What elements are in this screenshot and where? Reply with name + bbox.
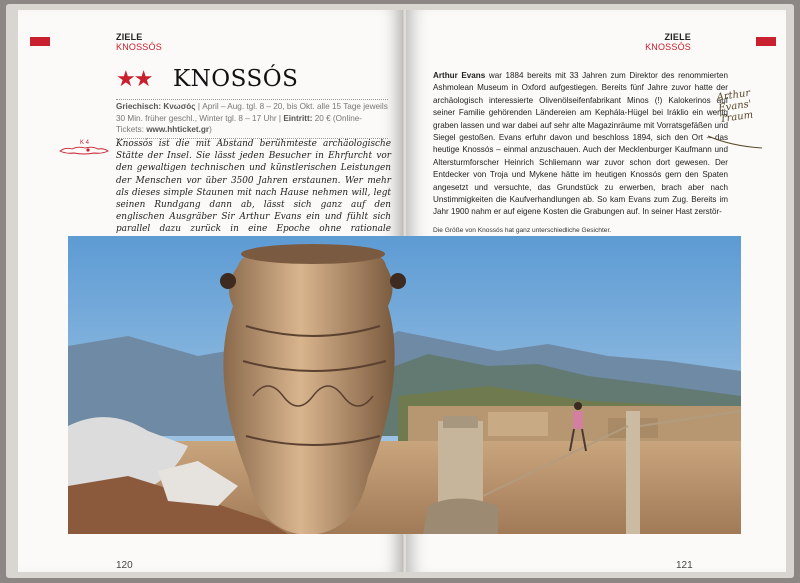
website-link[interactable]: www.hhticket.gr [146, 125, 210, 135]
running-header [645, 32, 691, 52]
page-number: 121 [676, 560, 693, 571]
greek-name: Griechisch: Κνωσός [116, 102, 196, 111]
info-close: ) [209, 125, 212, 135]
photo-caption: Die Größe von Knossós hat ganz unterschiedliche Gesichter. [433, 227, 612, 234]
section-label: ZIELE [116, 32, 143, 42]
entry-label: Eintritt: [283, 113, 313, 123]
map-reference-icon [58, 138, 110, 158]
section-marker [30, 37, 50, 46]
rating-stars: ★★ [116, 66, 152, 91]
section-marker [756, 37, 776, 46]
underline-stroke [706, 132, 766, 150]
info-box [116, 99, 388, 139]
body-paragraph: Arthur Evans war 1884 bereits mit 33 Jahren zum Direktor des renommierten Ashmolean Museum in Oxford aufgestiegen. Bereits fünf Jahre zuvor hatte der archäologisch interessierte Olivenölseifenfabrikant Minos (!) Kalokerinos auf seiner Familie gehörenden Ländereien am Kephála-Hügel bei Iráklio ein wenig graben lassen und war dabei auf sehr alte Magazinräume mit Vorratsgefäßen und Siegel gestoßen. Evans erfuhr davon und beschloss 1894, sich den Ort – das heutige Knossós – einmal anzuschauen. Auch der Mecklenburger Kaufmann und Altersturmforscher Heinrich Schliemann war zuvor schon dort gewesen. Der Entdecker von Troja und Mykene hätte im heutigen Knossós gern den Spaten angesetzt und versuchte, das Grundstück zu erwerben, brach aber nach Unstimmigkeiten die Kaufverhandlungen ab. So kam Evans zum Zug. Bereits im Jahr 1900 nahm er auf eigene Kosten die Grabungen auf. In seiner Hast zerstör- [433, 71, 729, 217]
body-lead: Arthur Evans [433, 71, 486, 80]
knossos-pithos-photo [68, 236, 741, 534]
section-label: ZIELE [664, 32, 691, 42]
opening-hours: | April – Aug. tgl. 8 – 20, bis Okt. alle 15 Tage jeweils 30 Min. früher geschl., Winter tgl. 8 – 17 Uhr | [116, 102, 388, 123]
page-title: KNOSSÓS [173, 66, 299, 92]
subsection-label: KNOSSÓS [116, 42, 162, 52]
map-grid-label: K 4 [80, 140, 90, 146]
intro-paragraph: Knossós ist die mit Abstand berühmteste archäologische Stätte der Insel. Sie lässt jeden Besucher in Ehrfurcht vor den gewaltigen technischen und künstlerischen Leistungen der Menschen vor über 3500 Jahren erstaunen. Wer mehr als dieses simple Staunen mit nach Hause nehmen will, legt seinen Rundgang dann ab, lässt sich ganz auf den englischen Ausgräber Sir Arthur Evans ein und fühlt sich parallel dazu zurück in eine Epoche ohne rationale [116, 139, 391, 235]
subsection-label: KNOSSÓS [645, 42, 691, 52]
page-number: 120 [116, 560, 133, 571]
open-book [6, 4, 794, 578]
entry-price: 20 € (Online-Tickets: [116, 113, 363, 135]
handwritten-note: Arthur Evans' Traum [716, 87, 754, 126]
running-header [116, 32, 162, 52]
